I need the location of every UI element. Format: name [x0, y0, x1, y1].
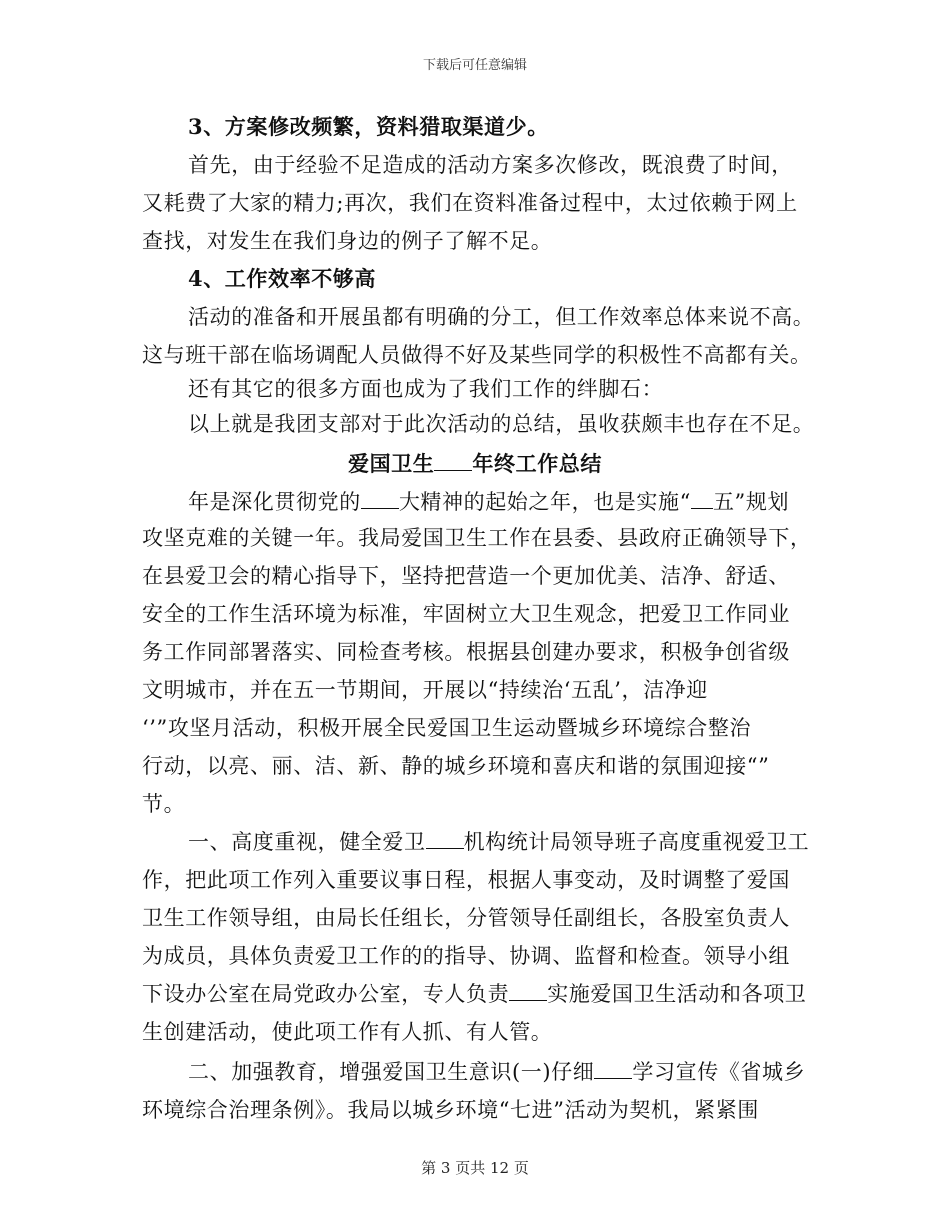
body-line: ‘’”攻坚月活动，积极开展全民爱国卫生运动暨城乡环境综合整治: [142, 716, 752, 740]
text-span: 五”规划: [712, 490, 790, 514]
blank: [594, 1058, 632, 1079]
blank: [509, 980, 547, 1001]
body-line: [188, 828, 809, 856]
body-line: 首先，由于经验不足造成的活动方案多次修改，既浪费了时间，: [188, 153, 793, 177]
body-line: 作，把此项工作列入重要议事日程，根据人事变动，及时调整了爱国: [142, 868, 790, 892]
body-line: 在县爱卫会的精心指导下，坚持把营造一个更加优美、洁净、舒适、: [142, 564, 790, 588]
body-line: 文明城市，并在五一节期间，开展以“持续治‘五乱’，洁净迎: [142, 678, 708, 702]
body-line: 攻坚克难的关键一年。我局爱国卫生工作在县委、县政府正确领导下，: [142, 526, 812, 550]
text-span: 年是深化贯彻党的: [188, 490, 361, 514]
body-line: 行动，以亮、丽、洁、新、静的城乡环境和喜庆和谐的氛围迎接“”: [142, 754, 770, 778]
body-line: 查找，对发生在我们身边的例子了解不足。: [142, 229, 553, 253]
text-span: 机构统计局领导班子高度重视爱卫工: [463, 830, 810, 854]
heading-3: 3、方案修改频繁，资料猎取渠道少。: [188, 114, 549, 139]
body-line: 又耗费了大家的精力;再次，我们在资料准备过程中，太过依赖于网上: [142, 191, 798, 215]
blank: [691, 488, 713, 509]
page-footer: 第 3 页共 12 页: [421, 1159, 529, 1177]
body-line: 还有其它的很多方面也成为了我们工作的绊脚石：: [188, 377, 664, 401]
text-span: 下设办公室在局党政办公室，专人负责: [142, 982, 510, 1006]
text-span: 实施爱国卫生活动和各项卫: [547, 982, 807, 1006]
body-line: 活动的准备和开展虽都有明确的分工，但工作效率总体来说不高。: [188, 305, 815, 329]
text-span: 学习宣传《省城乡: [632, 1060, 806, 1084]
title-part-a: 爱国卫生: [347, 451, 435, 476]
body-line: 这与班干部在临场调配人员做得不好及某些同学的积极性不高都有关。: [142, 343, 812, 367]
text-span: 大精神的起始之年，也是实施“: [398, 490, 691, 514]
body-line: 为成员，具体负责爱卫工作的的指导、协调、监督和检查。领导小组: [142, 944, 790, 968]
title-part-b: 年终工作总结: [472, 451, 602, 476]
body-line: [188, 1058, 805, 1086]
heading-4: 4、工作效率不够高: [188, 266, 377, 291]
text-span: 二、加强教育，增强爱国卫生意识(一)仔细: [188, 1060, 595, 1084]
page-header: 下载后可任意编辑: [422, 58, 527, 73]
body-line: 务工作同部署落实、同检查考核。根据县创建办要求，积极争创省级: [142, 640, 790, 664]
body-line: 安全的工作生活环境为标准，牢固树立大卫生观念，把爱卫工作同业: [142, 602, 790, 626]
section-title: [0, 450, 950, 478]
body-line: 以上就是我团支部对于此次活动的总结，虽收获颇丰也存在不足。: [188, 412, 815, 436]
body-line: [188, 488, 789, 516]
body-line: 节。: [142, 792, 186, 816]
blank: [361, 488, 399, 509]
text-span: 一、高度重视，健全爱卫: [188, 830, 426, 854]
body-line: 卫生工作领导组，由局长任组长，分管领导任副组长，各股室负责人: [142, 906, 790, 930]
body-line: 生创建活动，使此项工作有人抓、有人管。: [142, 1020, 553, 1044]
title-blank: [434, 450, 472, 471]
body-line: 环境综合治理条例》。我局以城乡环境“七进”活动为契机，紧紧围: [142, 1098, 759, 1122]
blank: [426, 828, 464, 849]
body-line: [142, 980, 806, 1008]
